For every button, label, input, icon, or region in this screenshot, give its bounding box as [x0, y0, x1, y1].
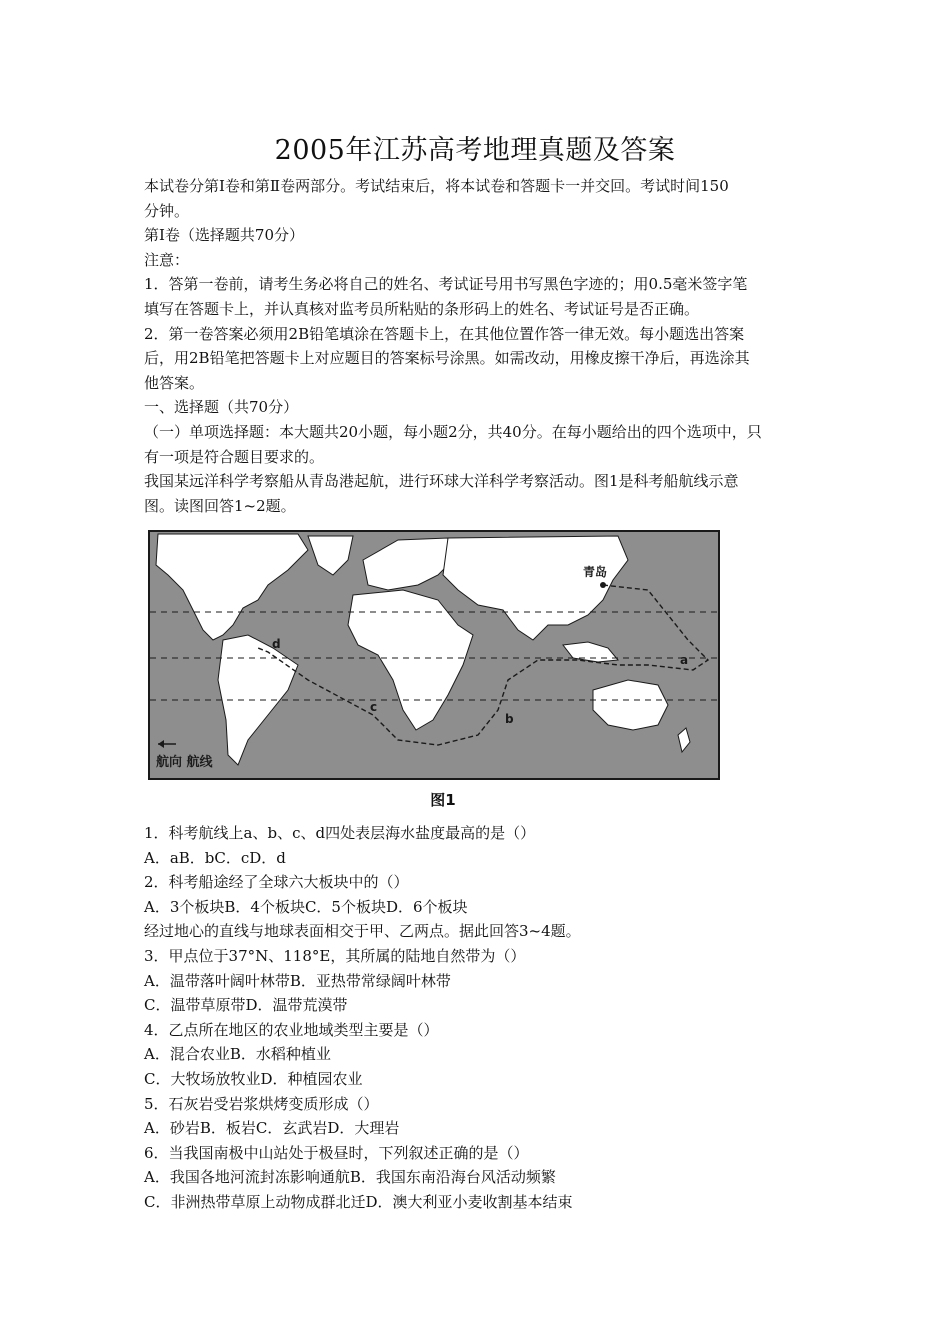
- question-stem: 4．乙点所在地区的农业地域类型主要是（）: [144, 1020, 439, 1039]
- qingdao-label: 青岛: [583, 565, 608, 579]
- question-options: A．温带落叶阔叶林带B．亚热带常绿阔叶林带: [144, 971, 451, 990]
- passage-text: 我国某远洋科学考察船从青岛港起航，进行环球大洋科学考察活动。图1是科考船航线示意: [144, 472, 739, 491]
- question-options: A．混合农业B．水稻种植业: [144, 1045, 331, 1064]
- question-options: A．aB．bC．cD．d: [144, 848, 286, 867]
- passage-text: 图。读图回答1~2题。: [144, 496, 296, 515]
- intro-line: 本试卷分第Ⅰ卷和第Ⅱ卷两部分。考试结束后，将本试卷和答题卡一并交回。考试时间150: [144, 177, 729, 195]
- qingdao-port-marker: [600, 582, 606, 588]
- question-stem: 6．当我国南极中山站处于极昼时，下列叙述正确的是（）: [144, 1143, 529, 1162]
- section-heading: 第Ⅰ卷（选择题共70分）: [144, 226, 305, 245]
- question-options: A．我国各地河流封冻影响通航B．我国东南沿海台风活动频繁: [144, 1168, 556, 1187]
- world-route-map: [148, 530, 720, 780]
- passage-text: 经过地心的直线与地球表面相交于甲、乙两点。据此回答3~4题。: [144, 922, 581, 941]
- notice-item: 1．答第一卷前，请考生务必将自己的姓名、考试证号用书写黑色字迹的；用0.5毫米签字笔: [144, 275, 748, 294]
- map-legend: 航向 航线: [156, 755, 213, 770]
- question-options: C．非洲热带草原上动物成群北迁D．澳大利亚小麦收割基本结束: [144, 1192, 573, 1211]
- question-options: A．砂岩B．板岩C．玄武岩D．大理岩: [144, 1119, 400, 1138]
- notice-label: 注意：: [144, 250, 190, 269]
- point-label-d: d: [272, 637, 281, 651]
- figure-caption: 图1: [430, 791, 456, 809]
- question-stem: 5．石灰岩受岩浆烘烤变质形成（）: [144, 1094, 379, 1113]
- question-options: A．3个板块B．4个板块C．5个板块D．6个板块: [144, 897, 468, 916]
- question-stem: 3．甲点位于37°N、118°E，其所属的陆地自然带为（）: [144, 946, 526, 965]
- intro-line: 分钟。: [144, 201, 190, 220]
- section-heading: 一、选择题（共70分）: [144, 398, 299, 417]
- point-label-b: b: [505, 712, 514, 726]
- intro-section: [144, 174, 812, 518]
- point-label-a: a: [680, 653, 689, 667]
- notice-item: 后，用2B铅笔把答题卡上对应题目的答案标号涂黑。如需改动，用橡皮擦干净后，再选涂其: [144, 349, 750, 368]
- notice-item: 2．第一卷答案必须用2B铅笔填涂在答题卡上，在其他位置作答一律无效。每小题选出答案: [144, 324, 745, 343]
- question-options: C．温带草原带D．温带荒漠带: [144, 996, 348, 1015]
- notice-item: 他答案。: [144, 373, 205, 392]
- questions-section: [144, 821, 812, 1215]
- instruction-text: （一）单项选择题：本大题共20小题，每小题2分，共40分。在每小题给出的四个选项中，只: [144, 422, 762, 441]
- question-options: C．大牧场放牧业D．种植园农业: [144, 1069, 363, 1088]
- question-stem: 2．科考船途经了全球六大板块中的（）: [144, 873, 409, 892]
- map-figure: [148, 530, 720, 780]
- question-stem: 1．科考航线上a、b、c、d四处表层海水盐度最高的是（）: [144, 824, 536, 842]
- instruction-text: 有一项是符合题目要求的。: [144, 447, 325, 466]
- page-title: 2005年江苏高考地理真题及答案: [274, 135, 676, 166]
- point-label-c: c: [370, 700, 378, 714]
- notice-item: 填写在答题卡上，并认真核对监考员所粘贴的条形码上的姓名、考试证号是否正确。: [144, 299, 700, 318]
